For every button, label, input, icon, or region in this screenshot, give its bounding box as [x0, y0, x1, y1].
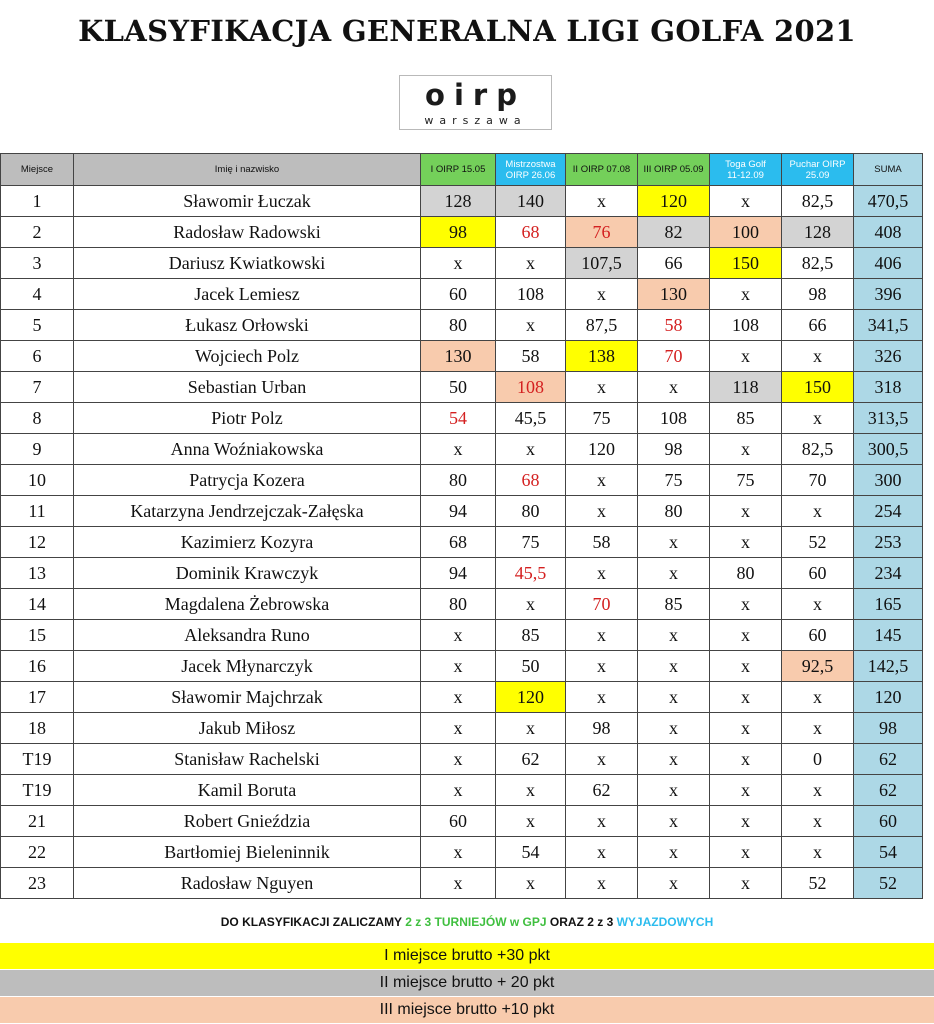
score-cell: x — [782, 775, 854, 806]
score-cell: 75 — [566, 403, 638, 434]
sum-cell: 165 — [854, 589, 923, 620]
score-cell: 82,5 — [782, 186, 854, 217]
score-cell: 75 — [496, 527, 566, 558]
place-cell: 4 — [1, 279, 74, 310]
score-cell: x — [638, 713, 710, 744]
score-cell: 98 — [566, 713, 638, 744]
score-cell: 62 — [496, 744, 566, 775]
sum-cell: 396 — [854, 279, 923, 310]
score-cell: x — [782, 682, 854, 713]
score-cell: x — [566, 279, 638, 310]
score-cell: 128 — [421, 186, 496, 217]
score-cell: 52 — [782, 527, 854, 558]
score-cell: x — [710, 868, 782, 899]
note-part-3: ORAZ 2 z 3 — [546, 915, 617, 929]
score-cell: 108 — [638, 403, 710, 434]
score-cell: 82,5 — [782, 248, 854, 279]
score-cell: 45,5 — [496, 558, 566, 589]
score-cell: 54 — [496, 837, 566, 868]
score-cell: x — [496, 434, 566, 465]
table-row — [1, 775, 923, 806]
score-cell: 60 — [421, 279, 496, 310]
table-row — [1, 837, 923, 868]
score-cell: x — [710, 806, 782, 837]
oirp-logo — [399, 75, 552, 130]
score-cell: x — [638, 744, 710, 775]
score-cell: 70 — [638, 341, 710, 372]
place-cell: 7 — [1, 372, 74, 403]
score-cell: 50 — [421, 372, 496, 403]
place-cell: 21 — [1, 806, 74, 837]
score-cell: 58 — [496, 341, 566, 372]
score-cell: 80 — [710, 558, 782, 589]
header-tournament-2-line1: Mistrzostwa — [505, 158, 556, 170]
header-tournament-3: II OIRP 07.08 — [566, 154, 638, 186]
header-sum: SUMA — [854, 154, 923, 186]
score-cell: x — [496, 713, 566, 744]
score-cell: x — [421, 248, 496, 279]
table-row — [1, 341, 923, 372]
score-cell: 120 — [638, 186, 710, 217]
table-row — [1, 465, 923, 496]
score-cell: 130 — [638, 279, 710, 310]
score-cell: x — [421, 868, 496, 899]
score-cell: 82,5 — [782, 434, 854, 465]
place-cell: 8 — [1, 403, 74, 434]
place-cell: 12 — [1, 527, 74, 558]
table-row — [1, 279, 923, 310]
score-cell: 54 — [421, 403, 496, 434]
place-cell: 9 — [1, 434, 74, 465]
place-cell: 18 — [1, 713, 74, 744]
score-cell: 87,5 — [566, 310, 638, 341]
player-name-cell: Wojciech Polz — [74, 341, 421, 372]
sum-cell: 300,5 — [854, 434, 923, 465]
score-cell: x — [421, 651, 496, 682]
score-cell: x — [710, 279, 782, 310]
score-cell: x — [710, 651, 782, 682]
score-cell: x — [638, 806, 710, 837]
score-cell: x — [566, 496, 638, 527]
table-row — [1, 372, 923, 403]
sum-cell: 326 — [854, 341, 923, 372]
bonus-first-place: I miejsce brutto +30 pkt — [0, 943, 934, 969]
place-cell: 15 — [1, 620, 74, 651]
sum-cell: 341,5 — [854, 310, 923, 341]
score-cell: x — [782, 496, 854, 527]
score-cell: x — [496, 868, 566, 899]
sum-cell: 253 — [854, 527, 923, 558]
sum-cell: 62 — [854, 744, 923, 775]
sum-cell: 145 — [854, 620, 923, 651]
score-cell: 92,5 — [782, 651, 854, 682]
score-cell: 120 — [566, 434, 638, 465]
player-name-cell: Łukasz Orłowski — [74, 310, 421, 341]
score-cell: 128 — [782, 217, 854, 248]
sum-cell: 318 — [854, 372, 923, 403]
place-cell: T19 — [1, 744, 74, 775]
score-cell: x — [496, 806, 566, 837]
score-cell: 80 — [421, 310, 496, 341]
table-row — [1, 496, 923, 527]
place-cell: 10 — [1, 465, 74, 496]
score-cell: 107,5 — [566, 248, 638, 279]
score-cell: x — [710, 682, 782, 713]
score-cell: x — [566, 620, 638, 651]
score-cell: x — [782, 837, 854, 868]
score-cell: 98 — [782, 279, 854, 310]
player-name-cell: Jacek Lemiesz — [74, 279, 421, 310]
score-cell: x — [710, 775, 782, 806]
player-name-cell: Sebastian Urban — [74, 372, 421, 403]
score-cell: x — [710, 589, 782, 620]
score-cell: 58 — [638, 310, 710, 341]
score-cell: x — [710, 434, 782, 465]
score-cell: x — [566, 558, 638, 589]
place-cell: 11 — [1, 496, 74, 527]
score-cell: x — [782, 713, 854, 744]
table-row — [1, 527, 923, 558]
sum-cell: 300 — [854, 465, 923, 496]
score-cell: x — [710, 527, 782, 558]
score-cell: x — [496, 775, 566, 806]
player-name-cell: Dominik Krawczyk — [74, 558, 421, 589]
player-name-cell: Piotr Polz — [74, 403, 421, 434]
place-cell: 13 — [1, 558, 74, 589]
score-cell: x — [710, 620, 782, 651]
score-cell: 85 — [638, 589, 710, 620]
player-name-cell: Anna Woźniakowska — [74, 434, 421, 465]
score-cell: x — [638, 775, 710, 806]
sum-cell: 408 — [854, 217, 923, 248]
header-tournament-2-line2: OIRP 26.06 — [505, 169, 556, 181]
place-cell: 3 — [1, 248, 74, 279]
score-cell: x — [710, 713, 782, 744]
score-cell: x — [421, 775, 496, 806]
score-cell: x — [638, 620, 710, 651]
score-cell: x — [638, 682, 710, 713]
bonus-third-place: III miejsce brutto +10 pkt — [0, 997, 934, 1023]
score-cell: 70 — [782, 465, 854, 496]
score-cell: 60 — [782, 620, 854, 651]
table-row — [1, 589, 923, 620]
score-cell: x — [638, 868, 710, 899]
table-row — [1, 620, 923, 651]
player-name-cell: Jacek Młynarczyk — [74, 651, 421, 682]
bonus-second-place: II miejsce brutto + 20 pkt — [0, 970, 934, 996]
player-name-cell: Jakub Miłosz — [74, 713, 421, 744]
score-cell: 52 — [782, 868, 854, 899]
place-cell: 16 — [1, 651, 74, 682]
score-cell: 118 — [710, 372, 782, 403]
table-row — [1, 186, 923, 217]
score-cell: x — [421, 744, 496, 775]
classification-table — [0, 153, 923, 899]
sum-cell: 313,5 — [854, 403, 923, 434]
score-cell: 94 — [421, 558, 496, 589]
score-cell: x — [421, 682, 496, 713]
player-name-cell: Sławomir Majchrzak — [74, 682, 421, 713]
score-cell: x — [782, 341, 854, 372]
score-cell: 98 — [638, 434, 710, 465]
score-cell: 150 — [782, 372, 854, 403]
score-cell: 68 — [496, 465, 566, 496]
score-cell: 68 — [496, 217, 566, 248]
sum-cell: 60 — [854, 806, 923, 837]
score-cell: x — [566, 682, 638, 713]
table-row — [1, 434, 923, 465]
note-part-4: WYJAZDOWYCH — [616, 915, 714, 929]
table-row — [1, 651, 923, 682]
score-cell: 150 — [710, 248, 782, 279]
player-name-cell: Bartłomiej Bieleninnik — [74, 837, 421, 868]
score-cell: x — [566, 465, 638, 496]
classification-note — [0, 915, 934, 929]
sum-cell: 62 — [854, 775, 923, 806]
score-cell: x — [566, 806, 638, 837]
header-tournament-5 — [710, 154, 782, 186]
score-cell: x — [421, 837, 496, 868]
score-cell: x — [421, 713, 496, 744]
player-name-cell: Patrycja Kozera — [74, 465, 421, 496]
sum-cell: 254 — [854, 496, 923, 527]
place-cell: 17 — [1, 682, 74, 713]
score-cell: 66 — [638, 248, 710, 279]
table-row — [1, 713, 923, 744]
place-cell: 6 — [1, 341, 74, 372]
score-cell: 76 — [566, 217, 638, 248]
score-cell: x — [496, 310, 566, 341]
score-cell: 60 — [782, 558, 854, 589]
score-cell: 138 — [566, 341, 638, 372]
header-tournament-5-line1: Toga Golf — [725, 158, 766, 170]
score-cell: 62 — [566, 775, 638, 806]
score-cell: x — [566, 186, 638, 217]
score-cell: x — [566, 651, 638, 682]
table-row — [1, 403, 923, 434]
player-name-cell: Katarzyna Jendrzejczak-Załęska — [74, 496, 421, 527]
score-cell: 120 — [496, 682, 566, 713]
score-cell: x — [710, 837, 782, 868]
score-cell: x — [638, 651, 710, 682]
header-row — [1, 154, 923, 186]
sum-cell: 234 — [854, 558, 923, 589]
player-name-cell: Robert Gnieździa — [74, 806, 421, 837]
player-name-cell: Aleksandra Runo — [74, 620, 421, 651]
score-cell: x — [421, 434, 496, 465]
score-cell: x — [496, 248, 566, 279]
header-tournament-6 — [782, 154, 854, 186]
note-part-1: DO KLASYFIKACJI ZALICZAMY — [220, 915, 406, 929]
score-cell: 80 — [421, 589, 496, 620]
score-cell: 130 — [421, 341, 496, 372]
score-cell: x — [566, 372, 638, 403]
score-cell: 80 — [421, 465, 496, 496]
score-cell: 108 — [496, 372, 566, 403]
player-name-cell: Sławomir Łuczak — [74, 186, 421, 217]
sum-cell: 120 — [854, 682, 923, 713]
score-cell: x — [782, 589, 854, 620]
score-cell: 80 — [496, 496, 566, 527]
score-cell: 82 — [638, 217, 710, 248]
table-row — [1, 744, 923, 775]
score-cell: 50 — [496, 651, 566, 682]
player-name-cell: Kazimierz Kozyra — [74, 527, 421, 558]
score-cell: 58 — [566, 527, 638, 558]
place-cell: 22 — [1, 837, 74, 868]
page-title: KLASYFIKACJA GENERALNA LIGI GOLFA 2021 — [78, 14, 856, 48]
logo-sub-text: warszawa — [424, 114, 527, 127]
score-cell: 75 — [710, 465, 782, 496]
score-cell: 85 — [496, 620, 566, 651]
score-cell: x — [638, 837, 710, 868]
sum-cell: 470,5 — [854, 186, 923, 217]
table-row — [1, 310, 923, 341]
logo-main-text: oirp — [425, 78, 526, 112]
player-name-cell: Magdalena Żebrowska — [74, 589, 421, 620]
place-cell: 23 — [1, 868, 74, 899]
score-cell: 0 — [782, 744, 854, 775]
header-tournament-4: III OIRP 05.09 — [638, 154, 710, 186]
place-cell: 2 — [1, 217, 74, 248]
player-name-cell: Radosław Nguyen — [74, 868, 421, 899]
score-cell: 45,5 — [496, 403, 566, 434]
score-cell: x — [710, 496, 782, 527]
place-cell: 5 — [1, 310, 74, 341]
score-cell: 70 — [566, 589, 638, 620]
header-tournament-5-line2: 11-12.09 — [727, 169, 764, 181]
sum-cell: 406 — [854, 248, 923, 279]
score-cell: x — [638, 527, 710, 558]
header-tournament-6-line1: Puchar OIRP — [789, 158, 846, 170]
score-cell: x — [566, 868, 638, 899]
score-cell: 108 — [496, 279, 566, 310]
player-name-cell: Kamil Boruta — [74, 775, 421, 806]
table-row — [1, 868, 923, 899]
table-row — [1, 682, 923, 713]
score-cell: 68 — [421, 527, 496, 558]
player-name-cell: Radosław Radowski — [74, 217, 421, 248]
note-part-2: 2 z 3 TURNIEJÓW w GPJ — [405, 915, 547, 929]
place-cell: 1 — [1, 186, 74, 217]
header-name: Imię i nazwisko — [74, 154, 421, 186]
place-cell: 14 — [1, 589, 74, 620]
sum-cell: 54 — [854, 837, 923, 868]
sum-cell: 52 — [854, 868, 923, 899]
score-cell: 75 — [638, 465, 710, 496]
score-cell: x — [710, 744, 782, 775]
score-cell: 140 — [496, 186, 566, 217]
score-cell: 100 — [710, 217, 782, 248]
score-cell: x — [782, 403, 854, 434]
score-cell: x — [566, 744, 638, 775]
score-cell: 66 — [782, 310, 854, 341]
score-cell: x — [782, 806, 854, 837]
player-name-cell: Stanisław Rachelski — [74, 744, 421, 775]
header-tournament-1: I OIRP 15.05 — [421, 154, 496, 186]
sum-cell: 98 — [854, 713, 923, 744]
table-row — [1, 217, 923, 248]
player-name-cell: Dariusz Kwiatkowski — [74, 248, 421, 279]
sum-cell: 142,5 — [854, 651, 923, 682]
score-cell: x — [710, 341, 782, 372]
header-tournament-6-line2: 25.09 — [805, 169, 830, 181]
score-cell: 98 — [421, 217, 496, 248]
score-cell: 60 — [421, 806, 496, 837]
score-cell: x — [710, 186, 782, 217]
header-place: Miejsce — [1, 154, 74, 186]
score-cell: x — [638, 372, 710, 403]
table-row — [1, 248, 923, 279]
score-cell: x — [638, 558, 710, 589]
score-cell: x — [566, 837, 638, 868]
score-cell: 94 — [421, 496, 496, 527]
score-cell: x — [496, 589, 566, 620]
place-cell: T19 — [1, 775, 74, 806]
table-row — [1, 806, 923, 837]
score-cell: 80 — [638, 496, 710, 527]
table-row — [1, 558, 923, 589]
score-cell: 108 — [710, 310, 782, 341]
score-cell: x — [421, 620, 496, 651]
header-tournament-2 — [496, 154, 566, 186]
score-cell: 85 — [710, 403, 782, 434]
